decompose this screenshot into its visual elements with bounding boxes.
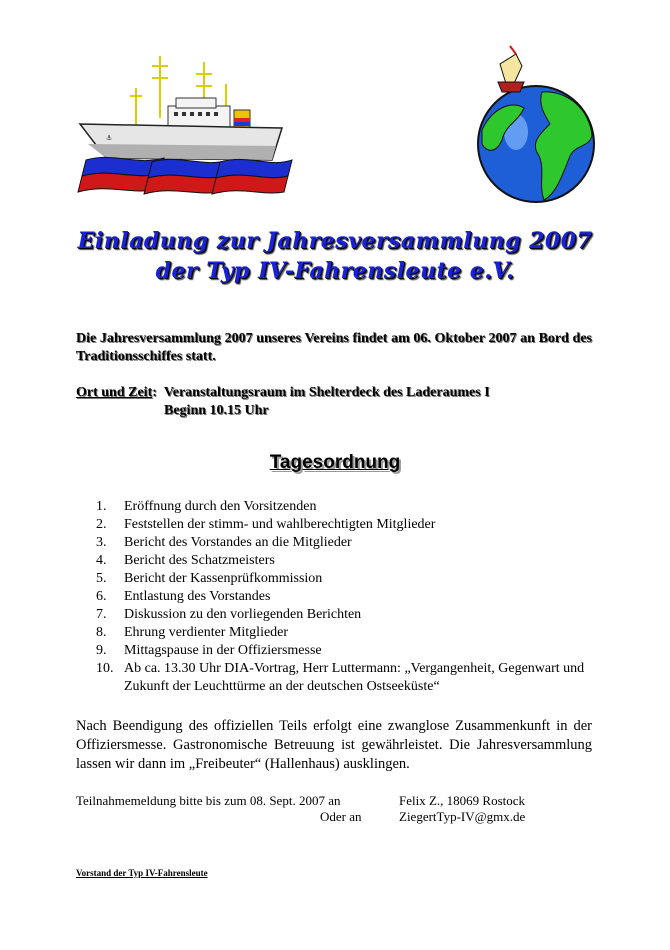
start-time: Beginn 10.15 Uhr — [164, 403, 269, 418]
intro-paragraph: Die Jahresversammlung 2007 unseres Vereins findet am 06. Oktober 2007 an Bord des Traditionsschiffes statt. — [76, 331, 592, 364]
closing-paragraph: Nach Beendigung des offiziellen Teils erfolgt eine zwanglose Zusammenkunft in der Offiziersmesse. Gastronomische Betreuung ist gewährleistet. Die Jahresversammlung lassen wir dann im „Freibeuter“ (Hallenhaus) ausklingen. — [76, 718, 592, 772]
globe-ship-illustration — [472, 44, 600, 204]
page-title: Einladung zur Jahresversammlung 2007 der Typ IV-Fahrensleute e.V. — [77, 228, 593, 284]
location-text: Veranstaltungsraum im Shelterdeck des Laderaumes I — [163, 385, 490, 400]
location-label: Ort und Zeit — [76, 385, 153, 400]
agenda-item: 3. Bericht des Vorstandes an die Mitglieder — [96, 535, 352, 550]
agenda-item: 4. Bericht des Schatzmeisters — [96, 553, 275, 568]
location-line: Ort und Zeit: Veranstaltungsraum im Shelterdeck des Laderaumes I — [76, 385, 490, 400]
svg-text:⚓: ⚓ — [106, 134, 113, 142]
agenda-item: 8. Ehrung verdienter Mitglieder — [96, 625, 289, 640]
agenda-item: 5. Bericht der Kassenprüfkommission — [96, 571, 323, 586]
agenda-list — [96, 498, 596, 696]
agenda-item: 9. Mittagspause in der Offiziersmesse — [96, 643, 322, 658]
agenda-heading: Tagesordnung — [269, 452, 401, 473]
ship-illustration — [76, 48, 294, 196]
agenda-item: 6. Entlastung des Vorstandes — [96, 589, 271, 604]
registration-deadline: Teilnahmemeldung bitte bis zum 08. Sept. 2007 an — [76, 793, 341, 808]
registration-address: Felix Z., 18069 Rostock — [399, 793, 526, 808]
registration-alt-label: Oder an — [320, 809, 362, 824]
agenda-item: 1. Eröffnung durch den Vorsitzenden — [96, 499, 317, 514]
agenda-item: 7. Diskussion zu den vorliegenden Berichten — [96, 607, 362, 622]
agenda-item: 2. Feststellen der stimm- und wahlberechtigten Mitglieder — [96, 517, 436, 532]
registration-email: ZiegertTyp-IV@gmx.de — [399, 809, 526, 824]
footer-signature: Vorstand der Typ IV-Fahrensleute — [76, 868, 208, 878]
agenda-item: 10. Ab ca. 13.30 Uhr DIA-Vortrag, Herr Luttermann: „Vergangenheit, Gegenwart und Zukunft der Leuchttürme an der deutschen Ostseeküste“ — [96, 661, 585, 694]
